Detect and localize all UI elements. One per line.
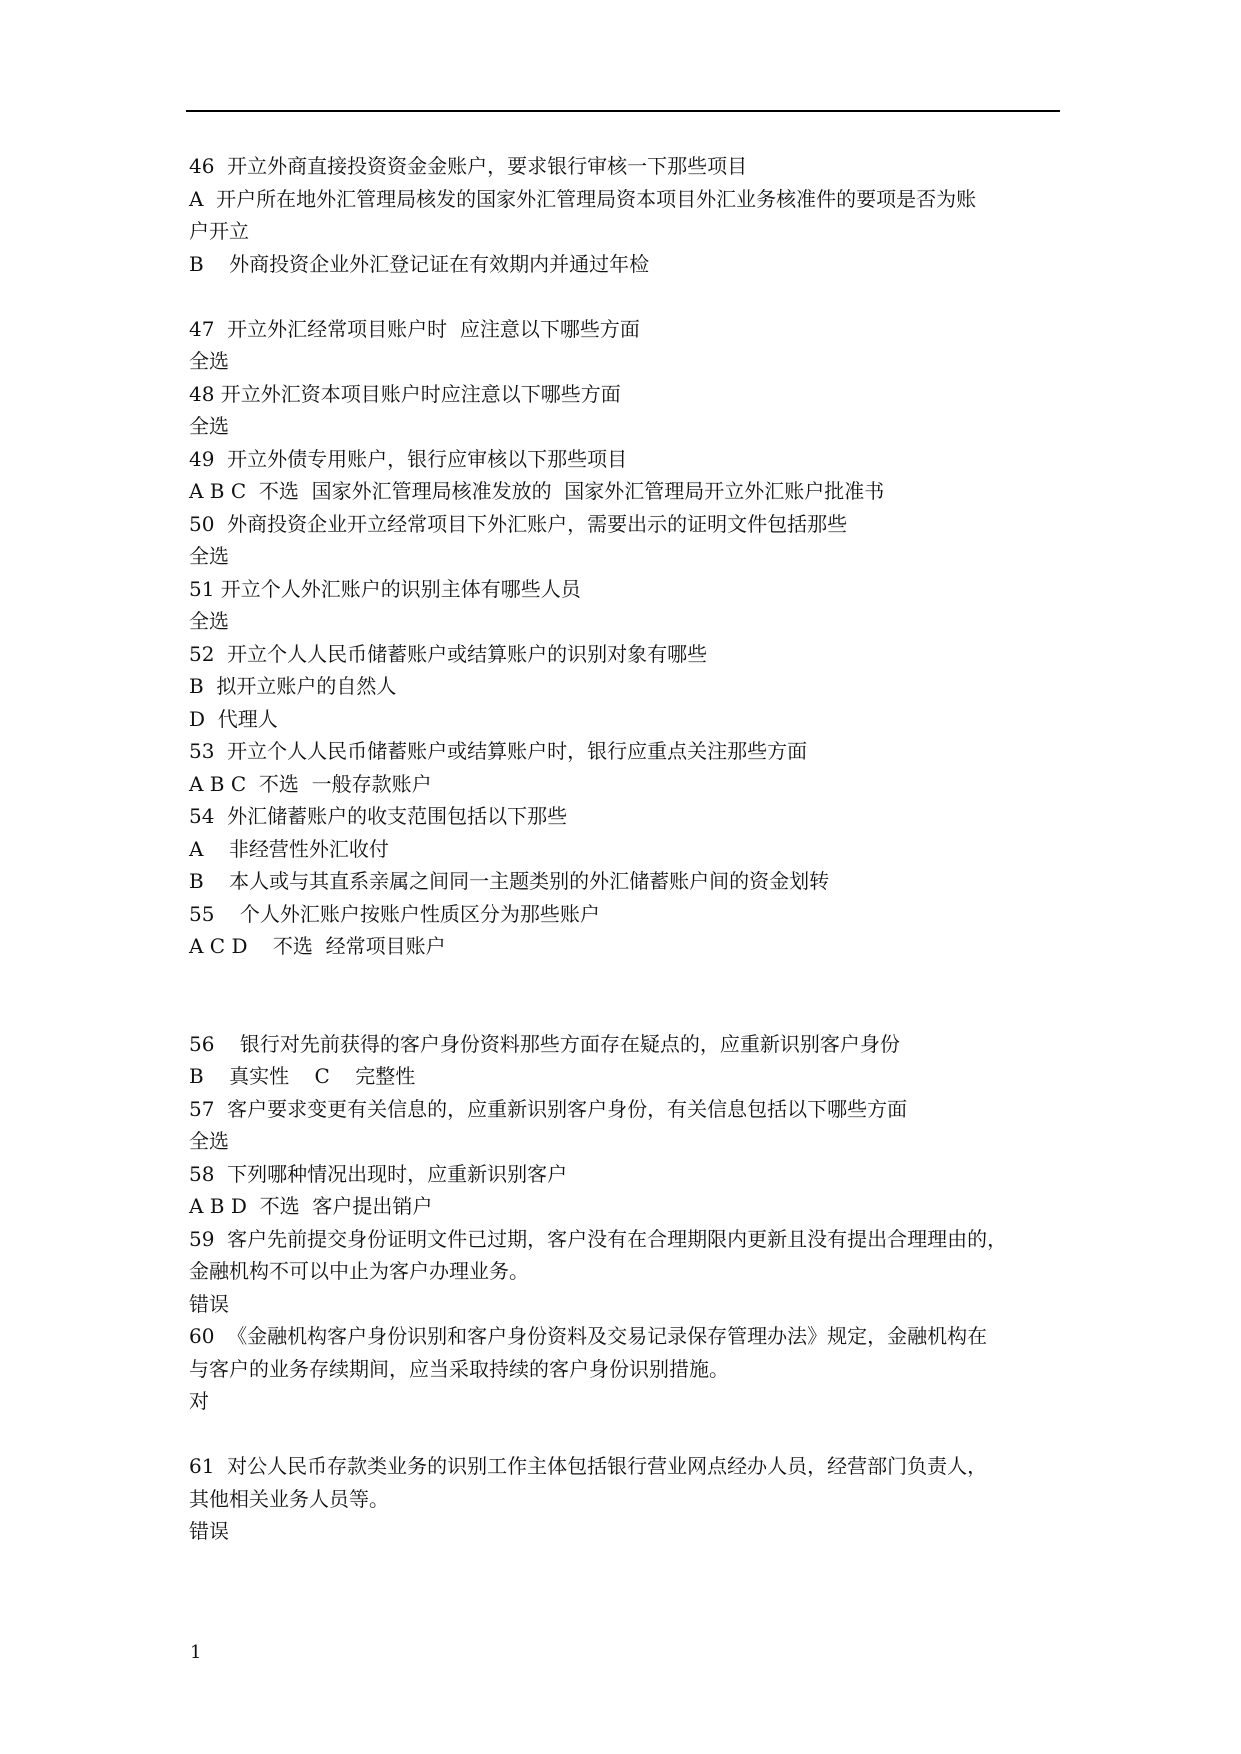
answer-line: B 拟开立账户的自然人 <box>189 674 397 698</box>
question-59-cont: 金融机构不可以中止为客户办理业务。 <box>189 1259 529 1283</box>
document-body <box>189 150 1069 1548</box>
answer-line: D 代理人 <box>189 706 278 731</box>
blank-line <box>189 963 1069 1028</box>
blank-line <box>189 280 1069 313</box>
answer-line: 全选 <box>189 1129 229 1153</box>
answer-line: 全选 <box>189 414 229 438</box>
answer-line: A B C 不选 一般存款账户 <box>189 771 432 796</box>
question-52: 52 开立个人人民币储蓄账户或结算账户的识别对象有哪些 <box>189 641 708 666</box>
question-60: 60 《金融机构客户身份识别和客户身份资料及交易记录保存管理办法》规定，金融机构在 <box>189 1324 988 1348</box>
answer-line: B 真实性 C 完整性 <box>189 1064 416 1088</box>
question-57: 57 客户要求变更有关信息的，应重新识别客户身份，有关信息包括以下哪些方面 <box>189 1096 908 1121</box>
answer-line: 错误 <box>189 1291 229 1316</box>
answer-line: B 外商投资企业外汇登记证在有效期内并通过年检 <box>189 251 650 276</box>
answer-line: B 本人或与其直系亲属之间同一主题类别的外汇储蓄账户间的资金划转 <box>189 869 830 893</box>
question-58: 58 下列哪种情况出现时，应重新识别客户 <box>189 1161 568 1186</box>
question-55: 55 个人外汇账户按账户性质区分为那些账户 <box>189 901 600 926</box>
answer-line: 全选 <box>189 349 229 373</box>
question-53: 53 开立个人人民币储蓄账户或结算账户时，银行应重点关注那些方面 <box>189 739 808 763</box>
blank-line <box>189 1418 1069 1451</box>
answer-line: A C D 不选 经常项目账户 <box>189 934 446 958</box>
question-47: 47 开立外汇经常项目账户时 应注意以下哪些方面 <box>189 316 640 341</box>
question-48: 48 开立外汇资本项目账户时应注意以下哪些方面 <box>189 381 621 406</box>
question-49: 49 开立外债专用账户，银行应审核以下那些项目 <box>189 446 628 471</box>
question-59: 59 客户先前提交身份证明文件已过期，客户没有在合理期限内更新且没有提出合理理由的， <box>189 1226 1008 1251</box>
question-50: 50 外商投资企业开立经常项目下外汇账户，需要出示的证明文件包括那些 <box>189 511 848 536</box>
question-61-cont: 其他相关业务人员等。 <box>189 1486 389 1511</box>
answer-line: 错误 <box>189 1519 229 1543</box>
answer-line: A 开户所在地外汇管理局核发的国家外汇管理局资本项目外汇业务核准件的要项是否为账 <box>189 186 977 211</box>
answer-line: A B D 不选 客户提出销户 <box>189 1194 433 1218</box>
answer-line: 全选 <box>189 544 229 568</box>
page-number: 1 <box>190 1642 202 1663</box>
header-rule <box>186 110 1060 112</box>
answer-line: 对 <box>189 1389 209 1413</box>
question-61: 61 对公人民币存款类业务的识别工作主体包括银行营业网点经办人员，经营部门负责人， <box>189 1454 988 1478</box>
answer-line: A 非经营性外汇收付 <box>189 836 389 861</box>
answer-line: A B C 不选 国家外汇管理局核准发放的 国家外汇管理局开立外汇账户批准书 <box>189 479 885 503</box>
question-56: 56 银行对先前获得的客户身份资料那些方面存在疑点的，应重新识别客户身份 <box>189 1031 900 1056</box>
answer-line: 户开立 <box>189 219 249 243</box>
question-60-cont: 与客户的业务存续期间，应当采取持续的客户身份识别措施。 <box>189 1356 729 1381</box>
question-46: 46 开立外商直接投资资金金账户，要求银行审核一下那些项目 <box>189 154 748 178</box>
question-51: 51 开立个人外汇账户的识别主体有哪些人员 <box>189 576 581 601</box>
answer-line: 全选 <box>189 609 229 633</box>
question-54: 54 外汇储蓄账户的收支范围包括以下那些 <box>189 804 568 828</box>
